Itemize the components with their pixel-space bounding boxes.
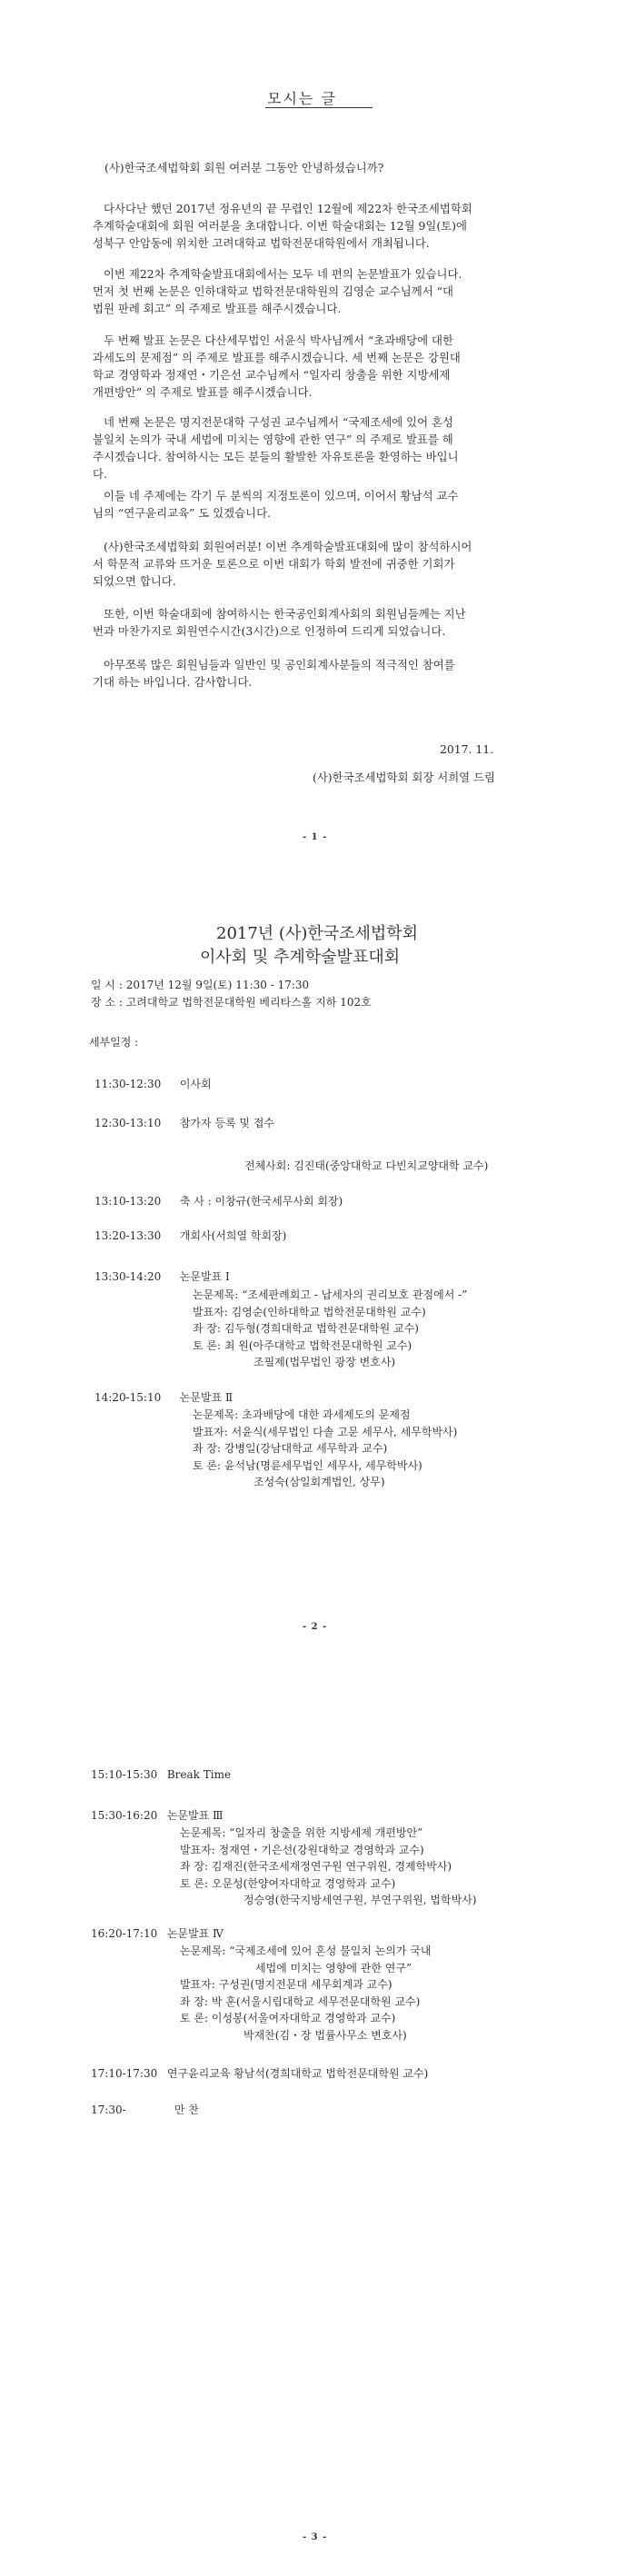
event-date-row: [91, 977, 309, 992]
paragraph-line: 학교 경영학과 정재연・기은선 교수님께서 “일자리 창출을 위한 지방세제: [93, 368, 451, 382]
paragraph-line: 주시겠습니다. 참여하시는 모든 분들의 활발한 자유토론을 환영하는 바입니: [93, 450, 459, 463]
paragraph-line: 아무쪼록 많은 회원님들과 일반인 및 공인회계사분들의 적극적인 참여를: [104, 658, 455, 671]
schedule-detail-line: 토 론: 오문성(한양여자대학교 경영학과 교수): [180, 1876, 396, 1890]
paragraph-line: 성북구 안암동에 위치한 고려대학교 법학전문대학원에서 개최됩니다.: [93, 236, 430, 250]
paragraph-line: 기대 하는 바입니다. 감사합니다.: [93, 675, 253, 689]
schedule-event: 축 사 : 이창규(한국세무사회 회장): [179, 1195, 343, 1208]
schedule-time: 15:10-15:30: [91, 1768, 158, 1781]
schedule-details: [193, 1287, 467, 1371]
schedule-detail-line: 논문제목: “국제조세에 있어 혼성 불일치 논의가 국내: [180, 1944, 432, 1957]
event-venue-row: [91, 994, 372, 1010]
schedule-row: [91, 2065, 428, 2081]
schedule-detail-line: 발표자: 서윤식(세무법인 다솔 고문 세무사, 세무학박사): [193, 1425, 458, 1438]
schedule-detail-line: 토 론: 최 원(아주대학교 법학전문대학원 교수): [193, 1338, 412, 1352]
schedule-detail-line: 좌 장: 박 훈(서울시립대학교 세무전문대학원 교수): [180, 1994, 421, 2008]
schedule-detail-line: 조필제(법무법인 광장 변호사): [253, 1356, 396, 1368]
event-date-label: 일 시 :: [91, 979, 123, 991]
schedule-moderator: 전체사회: 김진태(중앙대학교 다빈치교양대학 교수): [244, 1159, 489, 1172]
paragraph-line: (사)한국조세법학회 회원여러분! 이번 추계학술발표대회에 많이 참석하시어: [104, 540, 472, 553]
letter-signature: (사)한국조세법학회 회장 서희열 드림: [313, 771, 496, 784]
schedule-time: 13:20-13:30: [94, 1229, 162, 1242]
schedule-detail-line: 좌 장: 김두형(경희대학교 법학전문대학원 교수): [193, 1322, 419, 1335]
paragraph-line: 되었으면 합니다.: [93, 574, 176, 588]
schedule-details: [180, 1825, 476, 1909]
schedule-event: 참가자 등록 및 접수: [179, 1117, 275, 1129]
schedule-details: [180, 1943, 432, 2044]
schedule-event: Break Time: [166, 1768, 232, 1781]
schedule-time: 17:30-: [91, 2104, 126, 2116]
paragraph-line: 먼저 첫 번째 논문은 인하대학교 법학전문대학원의 김영순 교수님께서 “대: [93, 284, 453, 298]
schedule-title: 세부일정 :: [89, 1036, 139, 1049]
schedule-detail-line: 정승영(한국지방세연구원, 부연구위원, 법학박사): [243, 1894, 477, 1906]
paragraph-7: [93, 605, 466, 640]
paragraph-line: 이들 네 주제에는 각기 두 분씩의 지정토론이 있으며, 이어서 황남석 교수: [104, 489, 459, 502]
schedule-detail-line: 토 론: 윤석남(명륜세무법인 세무사, 세무학박사): [193, 1458, 422, 1472]
paragraph-line: 또한, 이번 학술대회에 참여하시는 한국공인회계사회의 회원님들께는 지난: [104, 607, 466, 621]
paragraph-line: 서 학문적 교류와 뜨거운 토론으로 이번 대회가 학회 발전에 귀중한 기회가: [93, 557, 455, 571]
schedule-detail-line: 발표자: 정재연・기은선(강원대학교 경영학과 교수): [180, 1843, 424, 1856]
event-heading-line-2: 이사회 및 추계학술발표대회: [200, 948, 401, 967]
paragraph-6: [93, 538, 472, 590]
schedule-detail-line: 세법에 미치는 영향에 관한 연구”: [255, 1961, 412, 1974]
paragraph-3: [93, 332, 461, 401]
greeting: (사)한국조세법학회 회원 여러분 그동안 안녕하셨습니까?: [104, 161, 384, 174]
page-number: - 1 -: [303, 832, 328, 842]
schedule-detail-line: 발표자: 구성권(명지전문대 세무회계과 교수): [180, 1978, 393, 1991]
event-venue-label: 장 소 :: [91, 996, 123, 1009]
paragraph-line: 다.: [93, 467, 107, 481]
schedule-row: [94, 1115, 274, 1130]
schedule-detail-line: 논문제목: “조세판례회고 - 납세자의 권리보호 관점에서 -”: [193, 1288, 468, 1301]
paragraph-line: 개편방안” 의 주제로 발표를 해주시겠습니다.: [93, 385, 313, 399]
schedule-row: [94, 1193, 343, 1208]
schedule-time: 13:10-13:20: [94, 1195, 162, 1208]
page-title: 모시는 글: [267, 90, 337, 107]
schedule-detail-line: 발표자: 김영순(인하대학교 법학전문대학원 교수): [193, 1305, 426, 1318]
schedule-row: [91, 1807, 224, 1823]
paragraph-line: 추계학술대회에 회원 여러분을 초대합니다. 이번 학술대회는 12월 9일(토)에: [93, 219, 467, 233]
schedule-time: 11:30-12:30: [94, 1078, 162, 1090]
page-number: - 2 -: [303, 1622, 328, 1632]
schedule-event: 이사회: [179, 1078, 212, 1090]
letter-date: 2017. 11.: [440, 742, 494, 756]
paragraph-line: 법원 판례 회고” 의 주제로 발표를 해주시겠습니다.: [93, 302, 342, 315]
paragraph-line: 과세도의 문제점” 의 주제로 발표를 해주시겠습니다. 세 번째 논문은 강원대: [93, 351, 461, 364]
title-underline: [265, 107, 373, 108]
paragraph-line: 불일치 논의가 국내 세법에 미치는 영향에 관한 연구” 의 주제로 발표를 해: [93, 433, 453, 446]
schedule-detail-line: 조성숙(삼일회계법인, 상무): [253, 1476, 385, 1488]
paragraph-4: [93, 413, 459, 482]
schedule-detail-line: 논문제목: 초과배당에 대한 과세제도의 문제점: [193, 1408, 411, 1421]
schedule-event: 논문발표 Ⅲ: [166, 1809, 224, 1822]
paragraph-2: [93, 265, 462, 317]
paragraph-line: 이번 제22차 추계학술발표대회에서는 모두 네 편의 논문발표가 있습니다.: [104, 267, 462, 281]
schedule-detail-line: 토 론: 이성봉(서울여자대학교 경영학과 교수): [180, 2012, 396, 2024]
schedule-detail-line: 박재찬(김・장 법률사무소 변호사): [243, 2028, 407, 2042]
paragraph-1: [93, 200, 472, 252]
schedule-row: [91, 2102, 199, 2117]
schedule-row: [94, 1268, 230, 1284]
schedule-time: 14:20-15:10: [94, 1391, 162, 1404]
schedule-detail-line: 좌 장: 강병일(강남대학교 세무학과 교수): [193, 1442, 388, 1455]
schedule-row: [94, 1389, 233, 1405]
paragraph-line: 번과 마찬가지로 회원연수시간(3시간)으로 인정하여 드리게 되었습니다.: [93, 624, 446, 638]
schedule-event: 논문발표 Ⅳ: [166, 1927, 224, 1940]
paragraph-5: [93, 487, 458, 522]
schedule-time: 17:10-17:30: [91, 2067, 158, 2080]
event-heading-line-1: 2017년 (사)한국조세법학회: [216, 924, 419, 943]
schedule-event: 논문발표 Ⅱ: [179, 1391, 234, 1404]
schedule-details: [193, 1407, 457, 1491]
schedule-time: 13:30-14:20: [94, 1270, 162, 1283]
schedule-event: 논문발표 Ⅰ: [179, 1270, 230, 1283]
event-date-value: 2017년 12월 9일(토) 11:30 - 17:30: [125, 979, 310, 991]
schedule-time: 15:30-16:20: [91, 1809, 158, 1822]
schedule-row: [91, 1925, 224, 1941]
paragraph-line: 두 번째 발표 논문은 다산세무법인 서윤식 박사님께서 “초과배당에 대한: [104, 333, 453, 347]
paragraph-line: 네 번째 논문은 명지전문대학 구성권 교수님께서 “국제조세에 있어 혼성: [104, 415, 453, 429]
paragraph-8: [93, 656, 455, 691]
page-number: - 3 -: [303, 2532, 328, 2542]
schedule-row: [91, 1768, 231, 1781]
schedule-time: 16:20-17:10: [91, 1927, 158, 1940]
schedule-event: 개회사(서희열 학회장): [179, 1229, 287, 1242]
schedule-time: 12:30-13:10: [94, 1117, 162, 1129]
schedule-event: 만 찬: [174, 2104, 199, 2116]
paragraph-line: 님의 “연구윤리교육” 도 있겠습니다.: [93, 506, 271, 520]
paragraph-line: 다사다난 했던 2017년 정유년의 끝 무렵인 12월에 제22차 한국조세법학회: [104, 202, 472, 215]
schedule-event: 연구윤리교육 황남석(경희대학교 법학전문대학원 교수): [166, 2067, 429, 2080]
schedule-row: [94, 1076, 212, 1091]
schedule-detail-line: 논문제목: “일자리 창출을 위한 지방세제 개편방안”: [180, 1826, 423, 1839]
schedule-detail-line: 좌 장: 김재진(한국조세재정연구원 연구위원, 경제학박사): [180, 1860, 452, 1873]
schedule-row: [94, 1228, 286, 1243]
event-venue-value: 고려대학교 법학전문대학원 베리타스홀 지하 102호: [125, 996, 372, 1009]
